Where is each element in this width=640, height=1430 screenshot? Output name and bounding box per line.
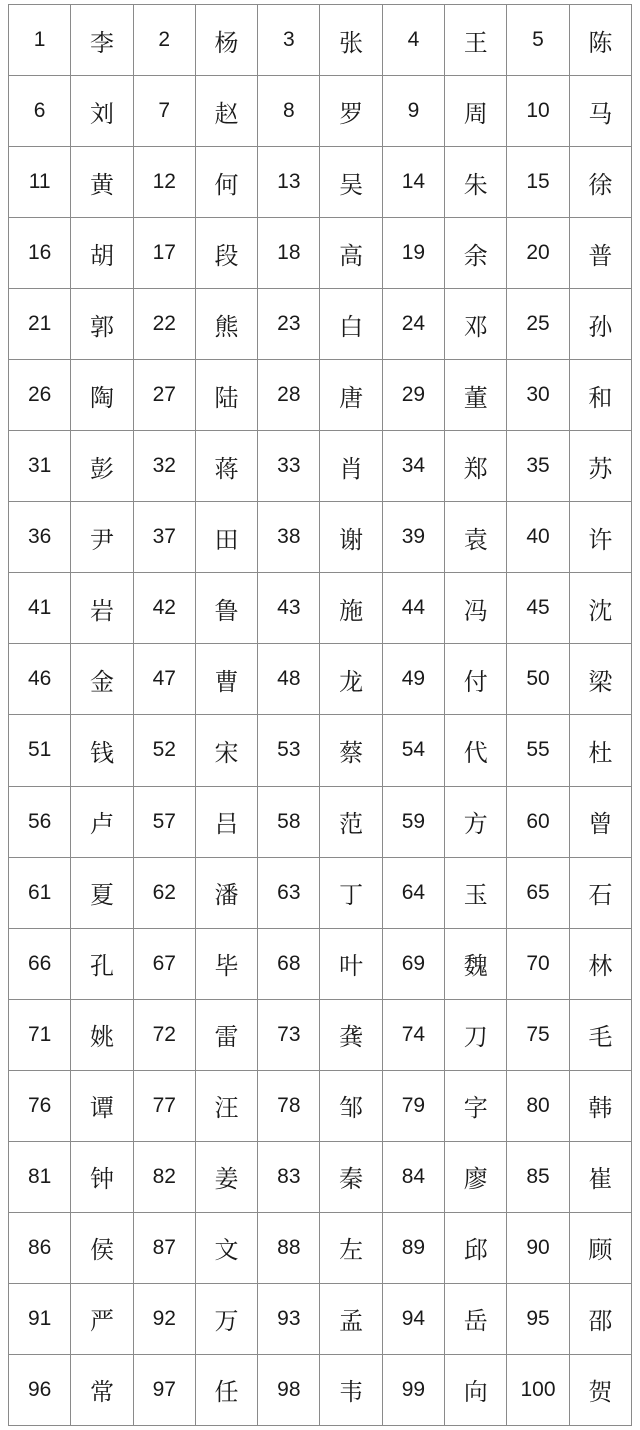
rank-number-cell: 54 (382, 715, 444, 786)
rank-number-cell: 88 (258, 1212, 320, 1283)
rank-number-cell: 85 (507, 1141, 569, 1212)
table-row (9, 1212, 632, 1283)
surname-cell: 文 (195, 1212, 257, 1283)
table-row (9, 5, 632, 76)
rank-number-cell: 41 (9, 573, 71, 644)
surname-cell: 丁 (320, 857, 382, 928)
surname-cell: 廖 (445, 1141, 507, 1212)
rank-number-cell: 86 (9, 1212, 71, 1283)
surname-cell: 郭 (71, 289, 133, 360)
table-row (9, 76, 632, 147)
rank-number-cell: 36 (9, 502, 71, 573)
surname-cell: 范 (320, 786, 382, 857)
rank-number-cell: 16 (9, 218, 71, 289)
surname-ranking-table (8, 4, 632, 1426)
surname-cell: 万 (195, 1283, 257, 1354)
rank-number-cell: 47 (133, 644, 195, 715)
rank-number-cell: 44 (382, 573, 444, 644)
rank-number-cell: 74 (382, 999, 444, 1070)
surname-cell: 岳 (445, 1283, 507, 1354)
surname-cell: 孔 (71, 928, 133, 999)
surname-cell: 彭 (71, 431, 133, 502)
surname-cell: 施 (320, 573, 382, 644)
surname-cell: 梁 (569, 644, 631, 715)
surname-cell: 田 (195, 502, 257, 573)
surname-cell: 肖 (320, 431, 382, 502)
rank-number-cell: 51 (9, 715, 71, 786)
rank-number-cell: 56 (9, 786, 71, 857)
rank-number-cell: 61 (9, 857, 71, 928)
surname-cell: 左 (320, 1212, 382, 1283)
surname-cell: 熊 (195, 289, 257, 360)
rank-number-cell: 40 (507, 502, 569, 573)
surname-cell: 唐 (320, 360, 382, 431)
rank-number-cell: 34 (382, 431, 444, 502)
rank-number-cell: 5 (507, 5, 569, 76)
rank-number-cell: 75 (507, 999, 569, 1070)
rank-number-cell: 2 (133, 5, 195, 76)
rank-number-cell: 19 (382, 218, 444, 289)
rank-number-cell: 81 (9, 1141, 71, 1212)
surname-cell: 曹 (195, 644, 257, 715)
rank-number-cell: 71 (9, 999, 71, 1070)
rank-number-cell: 70 (507, 928, 569, 999)
surname-cell: 朱 (445, 147, 507, 218)
surname-cell: 贺 (569, 1354, 631, 1425)
rank-number-cell: 50 (507, 644, 569, 715)
surname-cell: 韦 (320, 1354, 382, 1425)
surname-cell: 姜 (195, 1141, 257, 1212)
surname-cell: 邓 (445, 289, 507, 360)
surname-cell: 袁 (445, 502, 507, 573)
table-row (9, 147, 632, 218)
rank-number-cell: 93 (258, 1283, 320, 1354)
surname-cell: 钟 (71, 1141, 133, 1212)
rank-number-cell: 92 (133, 1283, 195, 1354)
rank-number-cell: 90 (507, 1212, 569, 1283)
surname-cell: 陆 (195, 360, 257, 431)
surname-cell: 吕 (195, 786, 257, 857)
surname-cell: 沈 (569, 573, 631, 644)
surname-cell: 字 (445, 1070, 507, 1141)
surname-cell: 韩 (569, 1070, 631, 1141)
surname-cell: 孟 (320, 1283, 382, 1354)
surname-cell: 曾 (569, 786, 631, 857)
surname-cell: 蒋 (195, 431, 257, 502)
rank-number-cell: 9 (382, 76, 444, 147)
surname-cell: 吴 (320, 147, 382, 218)
rank-number-cell: 89 (382, 1212, 444, 1283)
surname-cell: 石 (569, 857, 631, 928)
table-row (9, 1354, 632, 1425)
surname-cell: 向 (445, 1354, 507, 1425)
rank-number-cell: 55 (507, 715, 569, 786)
surname-cell: 陈 (569, 5, 631, 76)
rank-number-cell: 20 (507, 218, 569, 289)
surname-cell: 龙 (320, 644, 382, 715)
table-row (9, 644, 632, 715)
rank-number-cell: 28 (258, 360, 320, 431)
table-row (9, 289, 632, 360)
surname-cell: 董 (445, 360, 507, 431)
surname-cell: 汪 (195, 1070, 257, 1141)
surname-cell: 余 (445, 218, 507, 289)
rank-number-cell: 3 (258, 5, 320, 76)
rank-number-cell: 32 (133, 431, 195, 502)
rank-number-cell: 22 (133, 289, 195, 360)
table-row (9, 1283, 632, 1354)
surname-cell: 邹 (320, 1070, 382, 1141)
surname-cell: 马 (569, 76, 631, 147)
rank-number-cell: 4 (382, 5, 444, 76)
surname-cell: 谭 (71, 1070, 133, 1141)
rank-number-cell: 8 (258, 76, 320, 147)
surname-cell: 尹 (71, 502, 133, 573)
rank-number-cell: 96 (9, 1354, 71, 1425)
rank-number-cell: 64 (382, 857, 444, 928)
rank-number-cell: 73 (258, 999, 320, 1070)
rank-number-cell: 15 (507, 147, 569, 218)
table-row (9, 431, 632, 502)
rank-number-cell: 100 (507, 1354, 569, 1425)
rank-number-cell: 99 (382, 1354, 444, 1425)
rank-number-cell: 33 (258, 431, 320, 502)
rank-number-cell: 66 (9, 928, 71, 999)
rank-number-cell: 30 (507, 360, 569, 431)
surname-cell: 毕 (195, 928, 257, 999)
surname-cell: 何 (195, 147, 257, 218)
rank-number-cell: 38 (258, 502, 320, 573)
table-row (9, 360, 632, 431)
table-row (9, 928, 632, 999)
rank-number-cell: 37 (133, 502, 195, 573)
rank-number-cell: 49 (382, 644, 444, 715)
rank-number-cell: 26 (9, 360, 71, 431)
surname-cell: 苏 (569, 431, 631, 502)
rank-number-cell: 18 (258, 218, 320, 289)
rank-number-cell: 87 (133, 1212, 195, 1283)
table-row (9, 786, 632, 857)
surname-cell: 侯 (71, 1212, 133, 1283)
surname-cell: 许 (569, 502, 631, 573)
rank-number-cell: 80 (507, 1070, 569, 1141)
rank-number-cell: 52 (133, 715, 195, 786)
rank-number-cell: 43 (258, 573, 320, 644)
surname-cell: 赵 (195, 76, 257, 147)
surname-cell: 毛 (569, 999, 631, 1070)
surname-cell: 秦 (320, 1141, 382, 1212)
surname-table-body (9, 5, 632, 1426)
surname-cell: 李 (71, 5, 133, 76)
rank-number-cell: 12 (133, 147, 195, 218)
table-row (9, 1070, 632, 1141)
surname-cell: 王 (445, 5, 507, 76)
surname-cell: 徐 (569, 147, 631, 218)
surname-cell: 高 (320, 218, 382, 289)
rank-number-cell: 11 (9, 147, 71, 218)
rank-number-cell: 76 (9, 1070, 71, 1141)
table-row (9, 857, 632, 928)
rank-number-cell: 23 (258, 289, 320, 360)
rank-number-cell: 91 (9, 1283, 71, 1354)
rank-number-cell: 83 (258, 1141, 320, 1212)
rank-number-cell: 13 (258, 147, 320, 218)
rank-number-cell: 10 (507, 76, 569, 147)
rank-number-cell: 24 (382, 289, 444, 360)
surname-cell: 付 (445, 644, 507, 715)
surname-cell: 卢 (71, 786, 133, 857)
surname-cell: 黄 (71, 147, 133, 218)
rank-number-cell: 17 (133, 218, 195, 289)
rank-number-cell: 45 (507, 573, 569, 644)
surname-cell: 孙 (569, 289, 631, 360)
rank-number-cell: 95 (507, 1283, 569, 1354)
surname-cell: 胡 (71, 218, 133, 289)
surname-cell: 顾 (569, 1212, 631, 1283)
rank-number-cell: 25 (507, 289, 569, 360)
surname-cell: 宋 (195, 715, 257, 786)
rank-number-cell: 46 (9, 644, 71, 715)
rank-number-cell: 21 (9, 289, 71, 360)
table-row (9, 502, 632, 573)
rank-number-cell: 72 (133, 999, 195, 1070)
surname-cell: 魏 (445, 928, 507, 999)
surname-cell: 刘 (71, 76, 133, 147)
rank-number-cell: 57 (133, 786, 195, 857)
surname-cell: 潘 (195, 857, 257, 928)
surname-cell: 郑 (445, 431, 507, 502)
surname-cell: 方 (445, 786, 507, 857)
rank-number-cell: 27 (133, 360, 195, 431)
table-row (9, 1141, 632, 1212)
rank-number-cell: 77 (133, 1070, 195, 1141)
surname-cell: 邱 (445, 1212, 507, 1283)
surname-cell: 严 (71, 1283, 133, 1354)
surname-cell: 代 (445, 715, 507, 786)
rank-number-cell: 79 (382, 1070, 444, 1141)
surname-cell: 张 (320, 5, 382, 76)
surname-cell: 钱 (71, 715, 133, 786)
rank-number-cell: 67 (133, 928, 195, 999)
surname-cell: 姚 (71, 999, 133, 1070)
surname-cell: 龚 (320, 999, 382, 1070)
surname-cell: 谢 (320, 502, 382, 573)
rank-number-cell: 78 (258, 1070, 320, 1141)
table-row (9, 715, 632, 786)
table-row (9, 218, 632, 289)
rank-number-cell: 58 (258, 786, 320, 857)
rank-number-cell: 14 (382, 147, 444, 218)
surname-cell: 杨 (195, 5, 257, 76)
surname-cell: 邵 (569, 1283, 631, 1354)
surname-cell: 夏 (71, 857, 133, 928)
surname-cell: 和 (569, 360, 631, 431)
surname-cell: 冯 (445, 573, 507, 644)
surname-cell: 蔡 (320, 715, 382, 786)
rank-number-cell: 7 (133, 76, 195, 147)
table-row (9, 999, 632, 1070)
surname-cell: 白 (320, 289, 382, 360)
rank-number-cell: 97 (133, 1354, 195, 1425)
rank-number-cell: 82 (133, 1141, 195, 1212)
rank-number-cell: 62 (133, 857, 195, 928)
rank-number-cell: 42 (133, 573, 195, 644)
rank-number-cell: 60 (507, 786, 569, 857)
surname-cell: 金 (71, 644, 133, 715)
surname-cell: 任 (195, 1354, 257, 1425)
surname-cell: 雷 (195, 999, 257, 1070)
rank-number-cell: 84 (382, 1141, 444, 1212)
rank-number-cell: 1 (9, 5, 71, 76)
surname-cell: 杜 (569, 715, 631, 786)
rank-number-cell: 29 (382, 360, 444, 431)
rank-number-cell: 94 (382, 1283, 444, 1354)
rank-number-cell: 69 (382, 928, 444, 999)
surname-cell: 常 (71, 1354, 133, 1425)
rank-number-cell: 68 (258, 928, 320, 999)
rank-number-cell: 53 (258, 715, 320, 786)
rank-number-cell: 39 (382, 502, 444, 573)
rank-number-cell: 31 (9, 431, 71, 502)
surname-cell: 陶 (71, 360, 133, 431)
surname-cell: 刀 (445, 999, 507, 1070)
rank-number-cell: 65 (507, 857, 569, 928)
surname-cell: 玉 (445, 857, 507, 928)
surname-cell: 段 (195, 218, 257, 289)
rank-number-cell: 59 (382, 786, 444, 857)
surname-cell: 普 (569, 218, 631, 289)
surname-cell: 叶 (320, 928, 382, 999)
rank-number-cell: 48 (258, 644, 320, 715)
rank-number-cell: 35 (507, 431, 569, 502)
surname-cell: 周 (445, 76, 507, 147)
table-row (9, 573, 632, 644)
surname-cell: 罗 (320, 76, 382, 147)
rank-number-cell: 98 (258, 1354, 320, 1425)
surname-cell: 鲁 (195, 573, 257, 644)
rank-number-cell: 63 (258, 857, 320, 928)
surname-cell: 岩 (71, 573, 133, 644)
surname-cell: 崔 (569, 1141, 631, 1212)
surname-cell: 林 (569, 928, 631, 999)
rank-number-cell: 6 (9, 76, 71, 147)
